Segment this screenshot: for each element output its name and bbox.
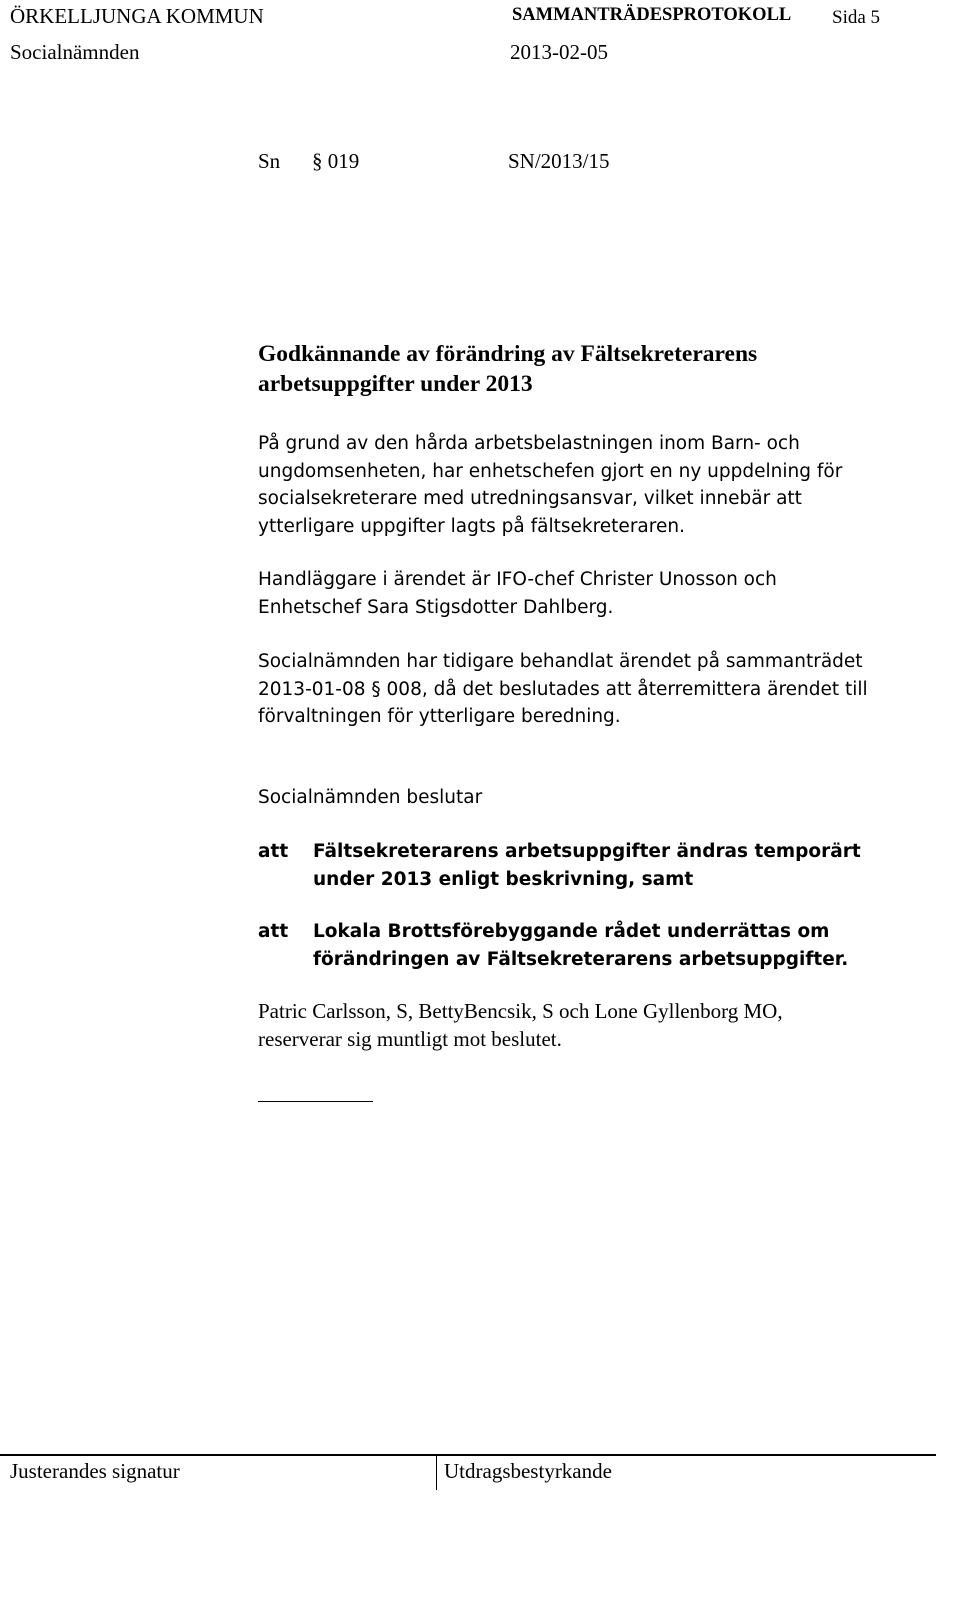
- signature-label: Justerandes signatur: [10, 1459, 180, 1483]
- section-number: § 019: [312, 149, 360, 173]
- paragraph-line: Handläggare i ärendet är IFO-chef Christer Unosson och: [258, 569, 777, 590]
- extract-label: Utdragsbestyrkande: [444, 1459, 612, 1483]
- decision-line: Fältsekreterarens arbetsuppgifter ändras temporärt: [313, 841, 861, 862]
- paragraph-line: förvaltningen för ytterligare beredning.: [258, 706, 621, 727]
- paragraph-line: Socialnämnden har tidigare behandlat ärendet på sammanträdet: [258, 651, 863, 672]
- paragraph-handlers: [258, 566, 777, 621]
- case-prefix: Sn: [258, 149, 281, 173]
- paragraph-line: ytterligare uppgifter lagts på fältsekreteraren.: [258, 515, 685, 537]
- document-title: [258, 339, 757, 399]
- closing-rule: [258, 1101, 373, 1102]
- protocol-type: SAMMANTRÄDESPROTOKOLL: [512, 5, 792, 25]
- body-name: Socialnämnden: [10, 40, 140, 64]
- decision-marker: att: [258, 841, 289, 862]
- page-number: Sida 5: [832, 7, 881, 28]
- diary-number: SN/2013/15: [508, 149, 610, 173]
- decision-line: under 2013 enligt beskrivning, samt: [313, 868, 694, 890]
- paragraph-line: ungdomsenheten, har enhetschefen gjort en ny uppdelning för: [258, 460, 843, 482]
- footer-divider: [0, 1454, 936, 1456]
- paragraph-line: reserverar sig muntligt mot beslutet.: [258, 1026, 562, 1051]
- paragraph-background: [258, 430, 842, 540]
- paragraph-line: På grund av den hårda arbetsbelastningen inom Barn- och: [258, 433, 800, 454]
- paragraph-line: Enhetschef Sara Stigsdotter Dahlberg.: [258, 596, 614, 618]
- footer-column-divider: [436, 1454, 437, 1490]
- decision-heading: Socialnämnden beslutar: [258, 787, 483, 808]
- decision-item: [313, 838, 861, 893]
- decision-line: Lokala Brottsförebyggande rådet underrättas om: [313, 921, 830, 942]
- paragraph-line: Patric Carlsson, S, BettyBencsik, S och Lone Gyllenborg MO,: [258, 999, 783, 1023]
- municipality-name: ÖRKELLJUNGA KOMMUN: [10, 4, 264, 28]
- paragraph-line: 2013-01-08 § 008, då det beslutades att återremittera ärendet till: [258, 678, 868, 700]
- decision-line: förändringen av Fältsekreterarens arbetsuppgifter.: [313, 948, 849, 970]
- decision-item: [313, 918, 848, 973]
- meeting-date: 2013-02-05: [510, 40, 608, 64]
- title-line: Godkännande av förändring av Fältsekreterarens: [258, 341, 758, 367]
- title-line: arbetsuppgifter under 2013: [258, 371, 533, 397]
- reservation-paragraph: [258, 998, 783, 1053]
- decision-marker: att: [258, 921, 289, 942]
- paragraph-line: socialsekreterare med utredningsansvar, vilket innebär att: [258, 488, 802, 509]
- paragraph-history: [258, 648, 868, 731]
